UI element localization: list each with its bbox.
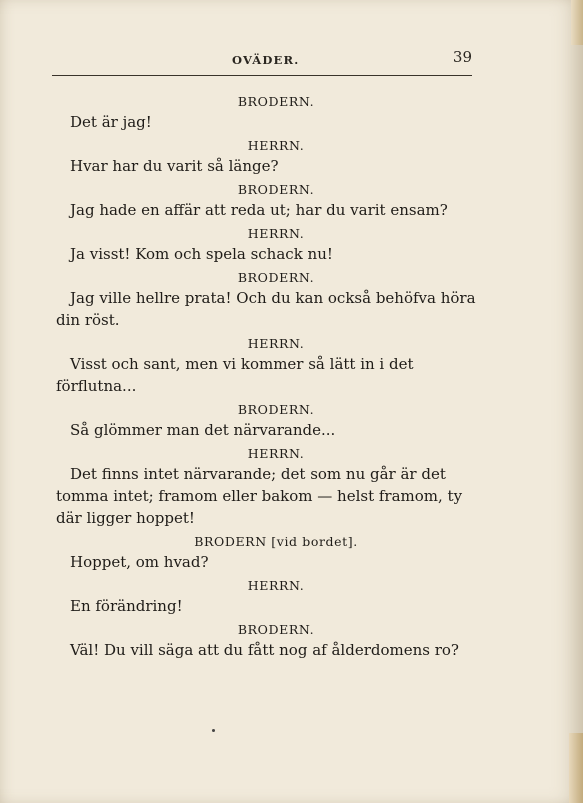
speaker-label: BRODERN [vid bordet].: [194, 534, 358, 549]
speaker-label: HERRN.: [247, 226, 305, 241]
page-number: 39: [452, 48, 472, 66]
page-edge-top: [571, 0, 583, 45]
dialogue-line: Hvar har du varit så länge?: [70, 157, 279, 175]
page-header: [52, 44, 472, 78]
speaker-label: HERRN.: [247, 578, 305, 593]
speaker-label: BRODERN.: [237, 270, 315, 285]
dialogue-line: En förändring!: [70, 597, 183, 615]
running-title: OVÄDER.: [232, 53, 300, 67]
speaker-label: BRODERN.: [237, 94, 315, 109]
dialogue-line: Jag ville hellre prata! Och du kan också behöfva höra din röst.: [56, 289, 476, 329]
dialogue-line: Jag hade en affär att reda ut; har du varit ensam?: [70, 201, 448, 219]
speaker-label: HERRN.: [247, 138, 305, 153]
dialogue-line: Visst och sant, men vi kommer så lätt in i det förflutna...: [56, 355, 414, 395]
speaker-label: BRODERN.: [237, 402, 315, 417]
speaker-label: BRODERN.: [237, 622, 315, 637]
speaker-label: HERRN.: [247, 446, 305, 461]
dialogue-line: Det finns intet närvarande; det som nu går är det tomma intet; framom eller bakom — helst framom, ty där ligger hoppet!: [56, 465, 463, 527]
header-rule: [52, 75, 472, 76]
page-edge-bottom: [569, 733, 583, 803]
ink-speck: [212, 729, 215, 732]
dialogue-line: Väl! Du vill säga att du fått nog af ålderdomens ro?: [70, 641, 459, 659]
speaker-label: HERRN.: [247, 336, 305, 351]
dialogue-line: Det är jag!: [70, 113, 152, 131]
dialogue-line: Så glömmer man det närvarande...: [70, 421, 336, 439]
dialogue-body: [56, 92, 486, 664]
speaker-label: BRODERN.: [237, 182, 315, 197]
dialogue-line: Ja visst! Kom och spela schack nu!: [70, 245, 333, 263]
dialogue-line: Hoppet, om hvad?: [70, 553, 209, 571]
